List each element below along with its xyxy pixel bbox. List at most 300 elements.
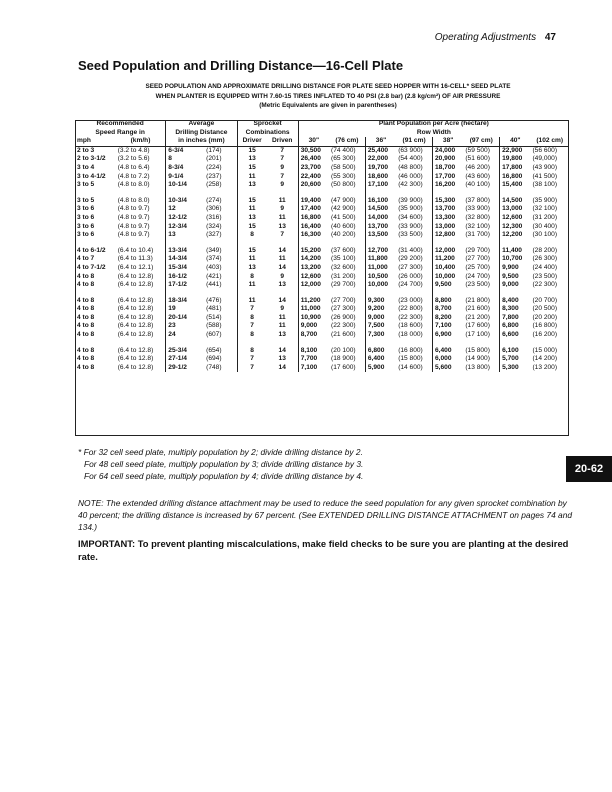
footnote: For 64 cell seed plate, multiply population by 4; divide drilling distance by 4.: [84, 471, 364, 481]
cell-pop36m: (42 300): [396, 181, 432, 190]
cell-pop30: 7,700: [300, 355, 318, 363]
cell-dist-in: 15-3/4: [168, 263, 187, 271]
cell-pop38: 6,900: [435, 331, 452, 339]
cell-dist-mm: (324): [204, 223, 237, 232]
cell-driver: 13: [248, 213, 256, 221]
table-row: [75, 155, 569, 164]
cell-dist-in: 10-1/4: [168, 181, 187, 189]
cell-pop40m: (16 800): [532, 322, 558, 330]
header-text: Speed Range in: [95, 128, 145, 136]
cell-pop40m: (35 900): [532, 196, 558, 204]
spacer-cell: [204, 290, 237, 297]
cell-driven: 13: [267, 223, 299, 232]
table-row: [75, 347, 569, 356]
cell-pop40: 8,400: [502, 296, 519, 304]
cell-driver: 11: [248, 172, 256, 180]
table-body: [75, 146, 569, 372]
cell-mph: 4 to 8: [77, 272, 95, 280]
spacer-cell: [267, 340, 299, 347]
cell-pop40m: (15 000): [532, 346, 558, 354]
cell-pop36m: (16 800): [396, 347, 432, 356]
table-row: [75, 322, 569, 331]
group-spacer: [75, 290, 569, 297]
cell-pop38: 13,700: [435, 205, 456, 213]
cell-pop36m: (27 300): [396, 264, 432, 273]
cell-pop30m: (26 900): [329, 314, 365, 323]
cell-pop30m: (17 600): [329, 364, 365, 373]
cell-mph: 4 to 7-1/2: [77, 263, 106, 271]
cell-mph: 4 to 8: [77, 305, 95, 313]
cell-pop38: 8,200: [435, 313, 452, 321]
cell-mph: 4 to 7: [77, 255, 95, 263]
cell-mph: 3 to 6: [77, 213, 95, 221]
cell-pop30m: (55 300): [329, 173, 365, 182]
cell-pop30: 7,100: [300, 363, 318, 371]
spacer-cell: [298, 240, 329, 247]
cell-dist-mm: (654): [204, 347, 237, 356]
spacer-cell: [267, 240, 299, 247]
table-row: [75, 273, 569, 282]
spacer-cell: [530, 340, 569, 347]
cell-pop40: 19,800: [502, 155, 523, 163]
cell-pop30: 12,600: [300, 272, 321, 280]
spacer-cell: [298, 190, 329, 197]
cell-pop36: 17,100: [367, 181, 389, 189]
cell-pop38m: (24 700): [463, 273, 499, 282]
spacer-cell: [463, 340, 499, 347]
cell-driver: 11: [248, 296, 256, 304]
cell-pop40: 5,300: [502, 363, 519, 371]
cell-dist-mm: (306): [204, 205, 237, 214]
cell-pop40m: (24 400): [532, 263, 558, 271]
cell-kmh: (6.4 to 12.8): [116, 273, 166, 282]
spacer-cell: [116, 340, 166, 347]
cell-pop38m: (29 700): [463, 247, 499, 256]
note-paragraph: NOTE: The extended drilling distance attachment may be used to reduce the seed population for any given sprocket combination by 40 percent; the drilling distance is increased by 67 percent. (See EXTENDED DRILLING DISTANCE ATTACHMENT on pages 74 and 134.): [78, 498, 573, 532]
cell-dist-in: 13-3/4: [168, 246, 187, 254]
cell-pop36m: (18 000): [396, 331, 432, 340]
spacer-cell: [204, 340, 237, 347]
cell-mph: 4 to 8: [77, 363, 95, 371]
cell-mph: 4 to 8: [77, 346, 95, 354]
table-row: [75, 331, 569, 340]
table-row: [75, 181, 569, 190]
spacer-cell: [530, 190, 569, 197]
cell-dist-mm: (403): [204, 264, 237, 273]
cell-pop38: 7,100: [435, 322, 452, 330]
cell-driver: 8: [250, 331, 254, 339]
spacer-cell: [75, 290, 116, 297]
spacer-cell: [204, 190, 237, 197]
cell-pop40m: (38 100): [532, 181, 558, 189]
cell-pop38m: (32 800): [463, 214, 499, 223]
cell-driver: 8: [250, 231, 254, 239]
cell-driver: 15: [248, 163, 256, 171]
cell-kmh: (6.4 to 12.8): [116, 314, 166, 323]
cell-pop36: 11,000: [367, 263, 388, 271]
cell-driven: 11: [267, 314, 299, 323]
cell-driver: 15: [248, 246, 256, 254]
cell-driven: 14: [267, 347, 299, 356]
cell-pop36: 7,500: [367, 322, 385, 330]
spacer-cell: [433, 190, 464, 197]
cell-pop30: 23,700: [300, 163, 321, 171]
cell-driver: 11: [248, 281, 256, 289]
cell-driven: 14: [267, 297, 299, 306]
cell-pop36m: (29 200): [396, 255, 432, 264]
spacer-cell: [75, 340, 116, 347]
cell-driven: 7: [267, 155, 299, 164]
table-row: [75, 297, 569, 306]
cell-driver: 7: [250, 363, 254, 371]
spacer-cell: [433, 240, 464, 247]
cell-pop30m: (74 400): [329, 146, 365, 155]
cell-pop30m: (31 200): [329, 273, 365, 282]
cell-pop36m: (34 600): [396, 214, 432, 223]
spacer-cell: [365, 190, 396, 197]
w40-header: 40": [500, 137, 531, 146]
cell-pop36: 5,900: [367, 363, 385, 371]
cell-kmh: (6.4 to 12.8): [116, 281, 166, 290]
cell-kmh: (6.4 to 12.8): [116, 305, 166, 314]
cell-pop30m: (27 700): [329, 297, 365, 306]
table-row: [75, 205, 569, 214]
cell-pop40: 12,600: [502, 213, 523, 221]
cell-pop30m: (58 500): [329, 164, 365, 173]
cell-mph: 3 to 4-1/2: [77, 172, 106, 180]
cell-pop38m: (59 500): [463, 146, 499, 155]
cell-pop30m: (22 300): [329, 322, 365, 331]
cell-pop38m: (40 100): [463, 181, 499, 190]
cell-pop40m: (30 100): [532, 231, 558, 239]
population-header: [298, 120, 569, 137]
cell-pop40: 8,300: [502, 305, 519, 313]
cell-pop36: 6,800: [367, 346, 385, 354]
cell-dist-mm: (588): [204, 322, 237, 331]
cell-driven: 11: [267, 255, 299, 264]
spacer-cell: [396, 240, 432, 247]
cell-pop36m: (18 600): [396, 322, 432, 331]
cell-pop38m: (13 800): [463, 364, 499, 373]
cell-dist-mm: (327): [204, 231, 237, 240]
cell-pop40m: (14 200): [532, 355, 558, 363]
footnote: For 48 cell seed plate, multiply population by 3; divide drilling distance by 3.: [84, 459, 364, 469]
spacer-cell: [298, 340, 329, 347]
cell-kmh: (4.8 to 6.4): [116, 164, 166, 173]
table-row: [75, 247, 569, 256]
table-row: [75, 146, 569, 155]
cell-dist-in: 13: [168, 231, 176, 239]
cell-pop30: 15,200: [300, 246, 321, 254]
cell-pop38: 18,700: [435, 163, 456, 171]
cell-kmh: (4.8 to 9.7): [116, 223, 166, 232]
cell-pop36: 9,300: [367, 296, 385, 304]
w36-header: 36": [365, 137, 396, 146]
cell-pop38m: (21 800): [463, 297, 499, 306]
cell-pop38: 10,400: [435, 263, 456, 271]
cell-pop40: 9,000: [502, 281, 519, 289]
cell-pop38m: (15 800): [463, 347, 499, 356]
header-text: Combinations: [245, 128, 290, 136]
cell-pop36m: (22 300): [396, 314, 432, 323]
table-row: [75, 231, 569, 240]
cell-driven: 9: [267, 164, 299, 173]
spacer-cell: [166, 240, 204, 247]
cell-dist-mm: (224): [204, 164, 237, 173]
cell-pop36: 10,500: [367, 272, 389, 280]
cell-dist-in: 12-1/2: [168, 213, 187, 221]
cell-pop36m: (54 400): [396, 155, 432, 164]
section-tab: 20-62: [566, 456, 612, 482]
spacer-cell: [329, 240, 365, 247]
w40m-header: (102 cm): [530, 137, 569, 146]
spacer-cell: [500, 190, 531, 197]
cell-pop36: 25,400: [367, 146, 389, 154]
cell-pop38m: (51 600): [463, 155, 499, 164]
header-text: Average: [188, 120, 215, 127]
cell-dist-mm: (748): [204, 364, 237, 373]
cell-pop30m: (47 900): [329, 197, 365, 206]
cell-pop30: 22,400: [300, 172, 321, 180]
cell-driver: 8: [250, 346, 254, 354]
spacer-cell: [433, 340, 464, 347]
cell-kmh: (6.4 to 12.8): [116, 322, 166, 331]
spacer-cell: [237, 240, 267, 247]
cell-pop38: 9,500: [435, 281, 452, 289]
cell-pop30m: (18 900): [329, 355, 365, 364]
cell-driven: 9: [267, 305, 299, 314]
cell-pop40: 10,700: [502, 255, 523, 263]
cell-pop36m: (33 900): [396, 223, 432, 232]
cell-pop38m: (32 100): [463, 223, 499, 232]
spacer-cell: [500, 340, 531, 347]
cell-pop40m: (41 500): [532, 172, 558, 180]
cell-pop38m: (33 900): [463, 205, 499, 214]
cell-pop30: 13,200: [300, 263, 321, 271]
cell-kmh: (4.8 to 8.0): [116, 181, 166, 190]
cell-pop40m: (28 200): [532, 246, 558, 254]
cell-driven: 11: [267, 322, 299, 331]
cell-driver: 7: [250, 322, 254, 330]
cell-mph: 4 to 8: [77, 296, 95, 304]
cell-driver: 7: [250, 305, 254, 313]
cell-mph: 3 to 5: [77, 196, 95, 204]
cell-dist-in: 29-1/2: [168, 363, 187, 371]
cell-dist-mm: (514): [204, 314, 237, 323]
cell-pop36m: (39 900): [396, 197, 432, 206]
cell-pop36m: (46 000): [396, 173, 432, 182]
cell-driven: 9: [267, 205, 299, 214]
spacer-cell: [75, 240, 116, 247]
cell-mph: 4 to 8: [77, 322, 95, 330]
cell-pop38: 12,000: [435, 246, 456, 254]
spacer-cell: [237, 290, 267, 297]
spacer-cell: [463, 190, 499, 197]
cell-pop36: 9,000: [367, 313, 385, 321]
cell-pop36: 16,100: [367, 196, 389, 204]
cell-dist-in: 19: [168, 305, 176, 313]
table-row: [75, 173, 569, 182]
cell-pop40: 9,500: [502, 272, 519, 280]
cell-dist-in: 14-3/4: [168, 255, 187, 263]
cell-driver: 15: [248, 146, 256, 154]
cell-mph: 3 to 4: [77, 163, 95, 171]
important-paragraph: IMPORTANT: To prevent planting miscalculations, make field checks to be sure you are planting at the desired rate.: [78, 538, 569, 562]
cell-dist-in: 6-3/4: [168, 146, 184, 154]
cell-dist-in: 9-1/4: [168, 172, 184, 180]
spacer-cell: [396, 190, 432, 197]
cell-dist-in: 12-3/4: [168, 222, 187, 230]
table-row: [75, 164, 569, 173]
cell-pop40: 11,400: [502, 246, 522, 254]
header-text: Plant Population per Acre (hectare): [378, 120, 489, 127]
cell-pop38m: (17 600): [463, 322, 499, 331]
cell-dist-in: 12: [168, 205, 176, 213]
cell-pop38: 13,300: [435, 213, 456, 221]
cell-mph: 4 to 6-1/2: [77, 246, 106, 254]
cell-pop30m: (29 700): [329, 281, 365, 290]
spacer-cell: [500, 290, 531, 297]
spacer-cell: [267, 290, 299, 297]
cell-dist-in: 20-1/4: [168, 313, 187, 321]
table-row: [75, 355, 569, 364]
cell-kmh: (6.4 to 12.8): [116, 297, 166, 306]
cell-pop30: 16,300: [300, 231, 321, 239]
cell-driver: 8: [250, 313, 254, 321]
driven-header: Driven: [267, 137, 299, 146]
cell-pop38m: (27 700): [463, 255, 499, 264]
cell-mph: 3 to 6: [77, 222, 95, 230]
cell-pop38: 10,000: [435, 272, 456, 280]
cell-pop36m: (35 900): [396, 205, 432, 214]
cell-pop30: 11,200: [300, 296, 321, 304]
cell-pop40m: (20 200): [532, 313, 558, 321]
cell-pop38: 12,800: [435, 231, 456, 239]
w38m-header: (97 cm): [463, 137, 499, 146]
table-row: [75, 264, 569, 273]
table-row: [75, 197, 569, 206]
cell-pop36m: (48 800): [396, 164, 432, 173]
cell-driven: 14: [267, 247, 299, 256]
cell-dist-in: 24: [168, 331, 176, 339]
cell-pop36: 22,000: [367, 155, 389, 163]
cell-pop30m: (65 300): [329, 155, 365, 164]
spacer-cell: [365, 340, 396, 347]
cell-pop36: 6,400: [367, 355, 385, 363]
cell-pop38m: (31 700): [463, 231, 499, 240]
cell-driven: 7: [267, 146, 299, 155]
cell-dist-mm: (316): [204, 214, 237, 223]
cell-pop40: 16,800: [502, 172, 523, 180]
cell-pop38: 16,200: [435, 181, 456, 189]
cell-pop30: 20,600: [300, 181, 321, 189]
cell-pop36: 11,800: [367, 255, 388, 263]
cell-pop30: 9,000: [300, 322, 318, 330]
cell-dist-mm: (481): [204, 305, 237, 314]
footnote: * For 32 cell seed plate, multiply population by 2; divide drilling distance by 2.: [78, 447, 363, 457]
cell-pop36: 10,000: [367, 281, 389, 289]
spacer-cell: [433, 290, 464, 297]
cell-pop38m: (14 900): [463, 355, 499, 364]
cell-pop30m: (40 200): [329, 231, 365, 240]
cell-pop40m: (26 300): [532, 255, 558, 263]
cell-pop30m: (40 600): [329, 223, 365, 232]
cell-pop36: 14,000: [367, 213, 389, 221]
cell-mph: 2 to 3: [77, 146, 95, 154]
caption-line: (Metric Equivalents are given in parentheses): [259, 102, 397, 109]
cell-dist-mm: (258): [204, 181, 237, 190]
cell-pop30m: (21 600): [329, 331, 365, 340]
cell-mph: 4 to 8: [77, 313, 95, 321]
seed-population-table: [75, 120, 569, 372]
cell-dist-in: 17-1/2: [168, 281, 187, 289]
table-row: [75, 223, 569, 232]
cell-kmh: (6.4 to 12.8): [116, 331, 166, 340]
table-row: [75, 255, 569, 264]
spacer-cell: [365, 240, 396, 247]
cell-pop40: 12,200: [502, 231, 523, 239]
cell-driven: 9: [267, 181, 299, 190]
cell-pop30m: (20 100): [329, 347, 365, 356]
cell-kmh: (6.4 to 12.8): [116, 347, 166, 356]
cell-pop40: 15,400: [502, 181, 523, 189]
cell-dist-in: 8-3/4: [168, 163, 184, 171]
spacer-cell: [329, 340, 365, 347]
cell-dist-mm: (274): [204, 197, 237, 206]
cell-pop30: 16,400: [300, 222, 321, 230]
cell-pop40: 12,300: [502, 222, 523, 230]
cell-pop30m: (41 500): [329, 214, 365, 223]
spacer-cell: [500, 240, 531, 247]
cell-pop36m: (22 800): [396, 305, 432, 314]
section-title: Operating Adjustments: [434, 32, 537, 43]
cell-pop40: 5,700: [502, 355, 519, 363]
group-spacer: [75, 240, 569, 247]
cell-dist-mm: (349): [204, 247, 237, 256]
spacer-cell: [116, 190, 166, 197]
spacer-cell: [204, 240, 237, 247]
cell-pop40: 9,900: [502, 263, 519, 271]
cell-pop36: 19,700: [367, 163, 389, 171]
cell-driver: 13: [248, 263, 256, 271]
group-spacer: [75, 340, 569, 347]
cell-pop40m: (30 400): [532, 222, 558, 230]
cell-pop38m: (21 600): [463, 305, 499, 314]
cell-pop40m: (43 900): [532, 163, 558, 171]
cell-mph: 4 to 8: [77, 355, 95, 363]
speed-header: [75, 120, 166, 137]
cell-pop38: 8,700: [435, 305, 452, 313]
table-row: [75, 214, 569, 223]
cell-pop40: 17,800: [502, 163, 523, 171]
header-text: Sprocket: [253, 120, 282, 127]
cell-pop30: 19,400: [300, 196, 321, 204]
spacer-cell: [267, 190, 299, 197]
cell-pop30: 10,900: [300, 313, 321, 321]
spacer-cell: [365, 290, 396, 297]
cell-pop40m: (13 200): [532, 363, 558, 371]
cell-driven: 7: [267, 173, 299, 182]
cell-pop38: 20,900: [435, 155, 456, 163]
cell-kmh: (3.2 to 5.6): [116, 155, 166, 164]
kmh-header: (km/h): [116, 137, 166, 146]
table-caption: [78, 82, 578, 111]
spacer-cell: [116, 240, 166, 247]
cell-dist-mm: (237): [204, 173, 237, 182]
cell-driven: 14: [267, 364, 299, 373]
cell-pop36: 7,300: [367, 331, 385, 339]
cell-pop38: 8,800: [435, 296, 452, 304]
